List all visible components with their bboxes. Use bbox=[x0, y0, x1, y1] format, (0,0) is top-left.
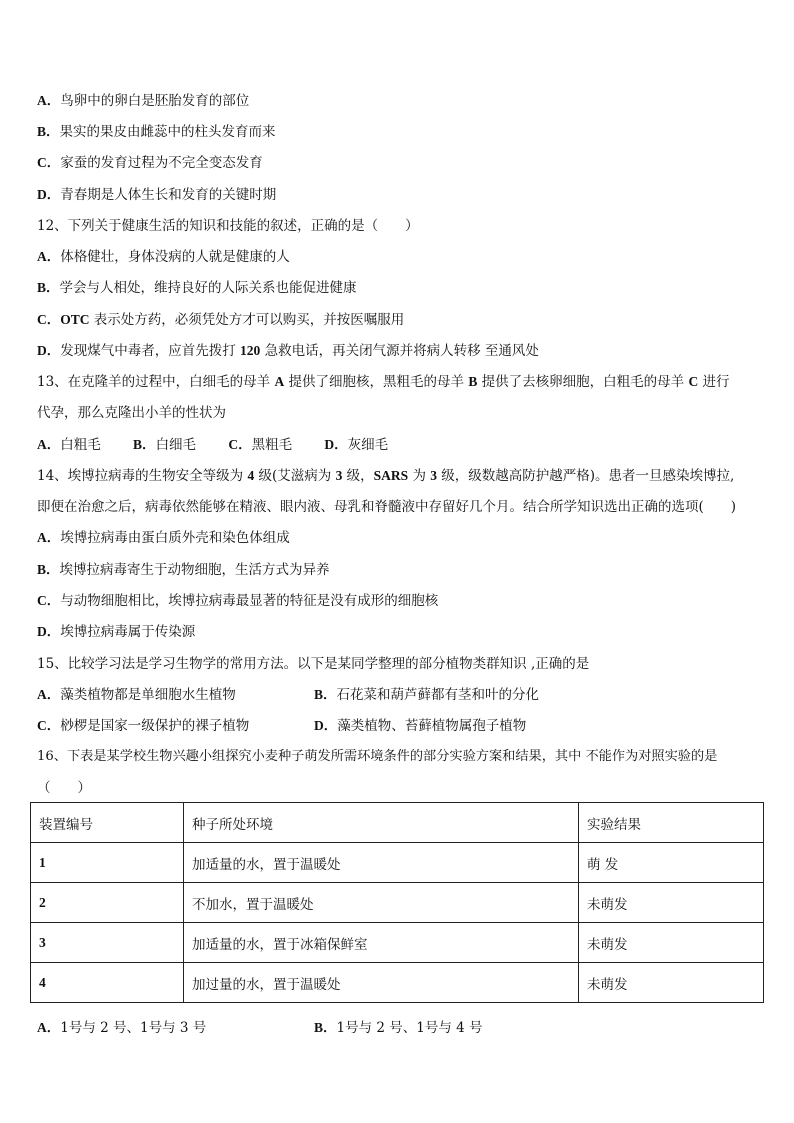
q13-option-b: B．白细毛 bbox=[133, 437, 197, 453]
q13-options bbox=[37, 435, 388, 455]
q15-option-b: B．石花菜和葫芦藓都有茎和叶的分化 bbox=[314, 687, 540, 703]
table-row bbox=[31, 923, 764, 963]
q13-option-d: D．灰细毛 bbox=[324, 437, 389, 453]
q13-stem-line1: 13、在克隆羊的过程中，白细毛的母羊 A 提供了细胞核，黑粗毛的母羊 B 提供了去核卵细胞，白粗毛的母羊 C 进行 bbox=[37, 374, 730, 390]
q11-option-d: D．青春期是人体生长和发育的关键时期 bbox=[37, 187, 277, 203]
q11-option-b: B．果实的果皮由雌蕊中的柱头发育而来 bbox=[37, 124, 276, 140]
q12-option-b: B．学会与人相处，维持良好的人际关系也能促进健康 bbox=[37, 280, 357, 296]
table-header-row bbox=[31, 803, 764, 843]
table-header-cell: 实验结果 bbox=[579, 803, 764, 843]
table-cell: 4 bbox=[31, 963, 184, 1003]
table-cell: 加适量的水，置于冰箱保鲜室 bbox=[184, 923, 579, 963]
q12-option-a: A．体格健壮，身体没病的人就是健康的人 bbox=[37, 249, 290, 265]
q14-stem-line1: 14、埃博拉病毒的生物安全等级为 4 级(艾滋病为 3 级，SARS 为 3 级，级数越高防护越严格)。患者一旦感染埃博拉, bbox=[37, 468, 735, 484]
q15-stem: 15、比较学习法是学习生物学的常用方法。以下是某同学整理的部分植物类群知识 ,正确的是 bbox=[37, 656, 590, 672]
q12-stem: 12、下列关于健康生活的知识和技能的叙述，正确的是（ ） bbox=[37, 218, 419, 234]
table-cell: 未萌发 bbox=[579, 883, 764, 923]
table-cell: 1 bbox=[31, 843, 184, 883]
table-cell: 加适量的水，置于温暖处 bbox=[184, 843, 579, 883]
experiment-table bbox=[30, 802, 764, 1003]
q16-option-a: A．1号与 2 号、1号与 3 号 bbox=[37, 1020, 207, 1036]
q16-stem-line2: （ ） bbox=[37, 780, 91, 796]
q16-option-b: B．1号与 2 号、1号与 4 号 bbox=[314, 1020, 483, 1036]
q15-option-a: A．藻类植物都是单细胞水生植物 bbox=[37, 687, 236, 703]
table-row bbox=[31, 843, 764, 883]
q14-option-d: D．埃博拉病毒属于传染源 bbox=[37, 624, 196, 640]
q14-stem-line2: 即便在治愈之后，病毒依然能够在精液、眼内液、母乳和脊髓液中存留好几个月。结合所学知识选出正确的选项( ) bbox=[37, 499, 737, 515]
table-row bbox=[31, 883, 764, 923]
q11-option-a: A．鸟卵中的卵白是胚胎发育的部位 bbox=[37, 93, 250, 109]
q16-stem-line1: 16、下表是某学校生物兴趣小组探究小麦种子萌发所需环境条件的部分实验方案和结果，其中 不能作为对照实验的是 bbox=[37, 749, 718, 764]
q13-stem-line2: 代孕，那么克隆出小羊的性状为 bbox=[37, 405, 226, 421]
table-cell: 不加水，置于温暖处 bbox=[184, 883, 579, 923]
q15-option-d: D．藻类植物、苔藓植物属孢子植物 bbox=[314, 718, 527, 734]
table-cell: 3 bbox=[31, 923, 184, 963]
q12-option-d: D．发现煤气中毒者，应首先拨打 120 急救电话，再关闭气源并将病人转移 至通风处 bbox=[37, 343, 539, 359]
table-cell: 萌 发 bbox=[579, 843, 764, 883]
table-cell: 2 bbox=[31, 883, 184, 923]
table-row bbox=[31, 963, 764, 1003]
table-header-cell: 装置编号 bbox=[31, 803, 184, 843]
q13-option-a: A．白粗毛 bbox=[37, 437, 101, 453]
table-header-cell: 种子所处环境 bbox=[184, 803, 579, 843]
q13-option-c: C．黑粗毛 bbox=[228, 437, 293, 453]
table-cell: 加过量的水，置于温暖处 bbox=[184, 963, 579, 1003]
q11-option-c: C．家蚕的发育过程为不完全变态发育 bbox=[37, 155, 263, 171]
q14-option-c: C．与动物细胞相比，埃博拉病毒最显著的特征是没有成形的细胞核 bbox=[37, 593, 439, 609]
q14-option-a: A．埃博拉病毒由蛋白质外壳和染色体组成 bbox=[37, 530, 290, 546]
q12-option-c: C．OTC 表示处方药，必须凭处方才可以购买，并按医嘱服用 bbox=[37, 312, 405, 328]
table-cell: 未萌发 bbox=[579, 963, 764, 1003]
table-cell: 未萌发 bbox=[579, 923, 764, 963]
q15-option-c: C．桫椤是国家一级保护的裸子植物 bbox=[37, 718, 250, 734]
q14-option-b: B．埃博拉病毒寄生于动物细胞，生活方式为异养 bbox=[37, 562, 330, 578]
